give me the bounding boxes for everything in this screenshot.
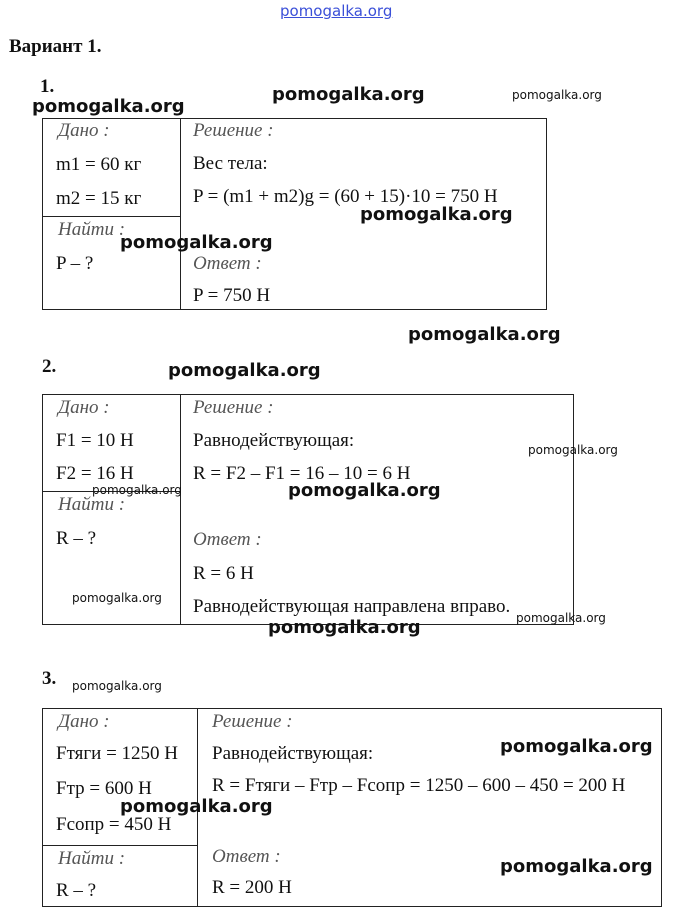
problem-1-number: 1.	[40, 76, 55, 97]
given-line: Fтяги = 1250 Н	[56, 743, 179, 764]
solution-label: Решение :	[212, 711, 293, 732]
watermark: pomogalka.org	[512, 88, 602, 102]
problem-3-number: 3.	[42, 668, 57, 689]
solution-line: Вес тела:	[193, 153, 268, 174]
problem-2-divider	[180, 394, 181, 624]
watermark: pomogalka.org	[360, 204, 513, 225]
find-label: Найти :	[58, 848, 126, 869]
solution-line: Равнодействующая:	[212, 743, 374, 764]
watermark: pomogalka.org	[32, 96, 185, 117]
watermark: pomogalka.org	[72, 591, 162, 605]
solution-line: Равнодействующая:	[193, 430, 355, 451]
problem-1-divider	[180, 118, 181, 309]
given-line: Fтр = 600 Н	[56, 778, 152, 799]
answer-line: P = 750 Н	[193, 285, 271, 306]
given-label: Дано :	[58, 397, 110, 418]
answer-label: Ответ :	[212, 846, 281, 867]
given-line: F2 = 16 Н	[56, 463, 134, 484]
watermark: pomogalka.org	[500, 736, 653, 757]
find-label: Найти :	[58, 494, 126, 515]
problem-1-given-divider	[42, 216, 181, 217]
solution-line: R = Fтяги – Fтр – Fсопр = 1250 – 600 – 450 = 200 Н	[212, 775, 626, 796]
solution-line: R = F2 – F1 = 16 – 10 = 6 Н	[193, 463, 411, 484]
watermark: pomogalka.org	[168, 360, 321, 381]
answer-label: Ответ :	[193, 253, 262, 274]
given-line: m1 = 60 кг	[56, 154, 142, 175]
solution-label: Решение :	[193, 120, 274, 141]
watermark: pomogalka.org	[120, 796, 273, 817]
watermark: pomogalka.org	[72, 679, 162, 693]
watermark: pomogalka.org	[500, 856, 653, 877]
given-line: Fсопр = 450 Н	[56, 814, 172, 835]
given-line: F1 = 10 Н	[56, 430, 134, 451]
find-value: P – ?	[56, 253, 94, 274]
variant-title: Вариант 1.	[9, 36, 102, 57]
watermark: pomogalka.org	[516, 611, 606, 625]
answer-line: R = 200 Н	[212, 877, 292, 898]
find-value: R – ?	[56, 880, 97, 901]
find-value: R – ?	[56, 528, 97, 549]
watermark: pomogalka.org	[408, 324, 561, 345]
watermark: pomogalka.org	[92, 483, 182, 497]
solution-line: P = (m1 + m2)g = (60 + 15)·10 = 750 Н	[193, 186, 498, 207]
watermark: pomogalka.org	[528, 443, 618, 457]
site-link[interactable]: pomogalka.org	[280, 2, 393, 20]
watermark: pomogalka.org	[120, 232, 273, 253]
watermark: pomogalka.org	[268, 617, 421, 638]
given-line: m2 = 15 кг	[56, 188, 142, 209]
answer-line: R = 6 Н	[193, 563, 254, 584]
given-label: Дано :	[58, 711, 110, 732]
watermark: pomogalka.org	[288, 480, 441, 501]
watermark: pomogalka.org	[272, 84, 425, 105]
find-label: Найти :	[58, 219, 126, 240]
given-label: Дано :	[58, 120, 110, 141]
answer-label: Ответ :	[193, 529, 262, 550]
answer-line: Равнодействующая направлена вправо.	[193, 596, 511, 617]
problem-3-given-divider	[42, 845, 198, 846]
solution-label: Решение :	[193, 397, 274, 418]
problem-2-number: 2.	[42, 356, 57, 377]
